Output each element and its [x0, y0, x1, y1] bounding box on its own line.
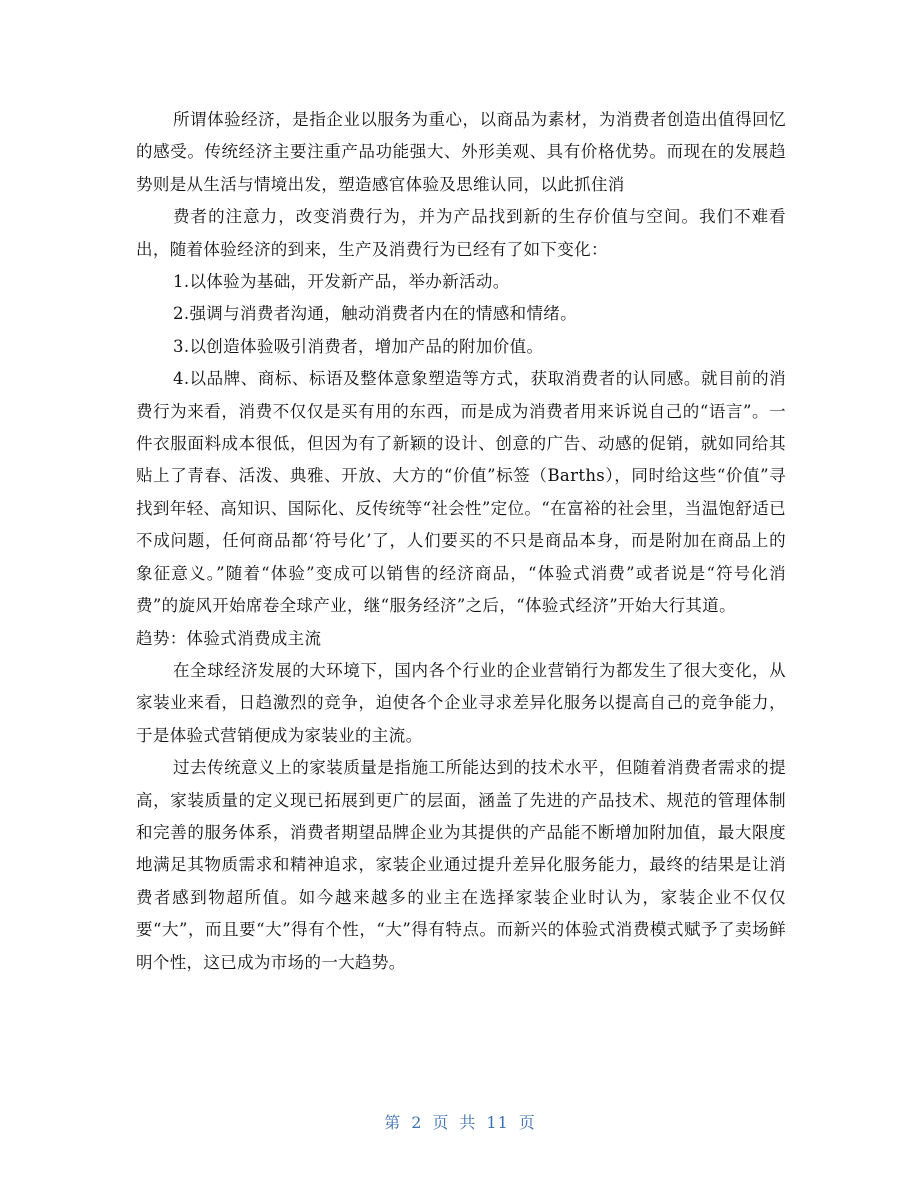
list-item-4: 4.以品牌、商标、标语及整体意象塑造等方式，获取消费者的认同感。就目前的消费行为来看，消费不仅仅是买有用的东西，而是成为消费者用来诉说自己的“语言”。一件衣服面料成本很低，但因为有了新颖的设计、创意的广告、动感的促销，就如同给其贴上了青春、活泼、典雅、开放、大方的“价值”标签（Barths），同时给这些“价值”寻找到年轻、高知识、国际化、反传统等“社会性”定位。“在富裕的社会里，当温饱舒适已不成问题，任何商品都‘符号化’了，人们要买的不只是商品本身，而是附加在商品上的象征意义。”随着“体验”变成可以销售的经济商品，“体验式消费”或者说是“符号化消费”的旋风开始席卷全球产业，继“服务经济”之后，“体验式经济”开始大行其道。 — [136, 369, 786, 616]
list-item-2: 2.强调与消费者沟通，触动消费者内在的情感和情绪。 — [173, 304, 577, 324]
footer-suffix: 页 — [518, 1113, 536, 1132]
footer-prefix: 第 — [384, 1113, 402, 1132]
paragraph-trend: 在全球经济发展的大环境下，国内各个行业的企业营销行为都发生了很大变化，从家装业来看，日趋激烈的竞争，迫使各个企业寻求差异化服务以提高自己的竞争能力，于是体验式营销便成为家装业的主流。 — [136, 660, 786, 745]
document-body — [136, 104, 786, 979]
footer-total-word: 共 — [459, 1113, 477, 1132]
paragraph-changes: 费者的注意力，改变消费行为，并为产品找到新的生存价值与空间。我们不难看出，随着体验经济的到来，生产及消费行为已经有了如下变化： — [136, 207, 786, 259]
footer-current-page: 2 — [411, 1113, 423, 1132]
list-item-3: 3.以创造体验吸引消费者，增加产品的附加价值。 — [173, 336, 544, 356]
page-number-footer — [0, 1111, 920, 1135]
footer-page-word: 页 — [432, 1113, 450, 1132]
paragraph-intro: 所谓体验经济，是指企业以服务为重心，以商品为素材，为消费者创造出值得回忆的感受。传统经济主要注重产品功能强大、外形美观、具有价格优势。而现在的发展趋势则是从生活与情境出发，塑造感官体验及思维认同，以此抓住消 — [136, 110, 786, 194]
footer-total-pages: 11 — [486, 1113, 509, 1132]
section-heading: 趋势：体验式消费成主流 — [136, 628, 322, 648]
paragraph-quality: 过去传统意义上的家装质量是指施工所能达到的技术水平，但随着消费者需求的提高，家装质量的定义现已拓展到更广的层面，涵盖了先进的产品技术、规范的管理体制和完善的服务体系，消费者期望品牌企业为其提供的产品能不断增加附加值，最大限度地满足其物质需求和精神追求，家装企业通过提升差异化服务能力，最终的结果是让消费者感到物超所值。如今越来越多的业主在选择家装企业时认为，家装企业不仅仅要“大”，而且要“大”得有个性，“大”得有特点。而新兴的体验式消费模式赋予了卖场鲜明个性，这已成为市场的一大趋势。 — [136, 758, 786, 972]
list-item-1: 1.以体验为基础，开发新产品，举办新活动。 — [173, 272, 510, 292]
